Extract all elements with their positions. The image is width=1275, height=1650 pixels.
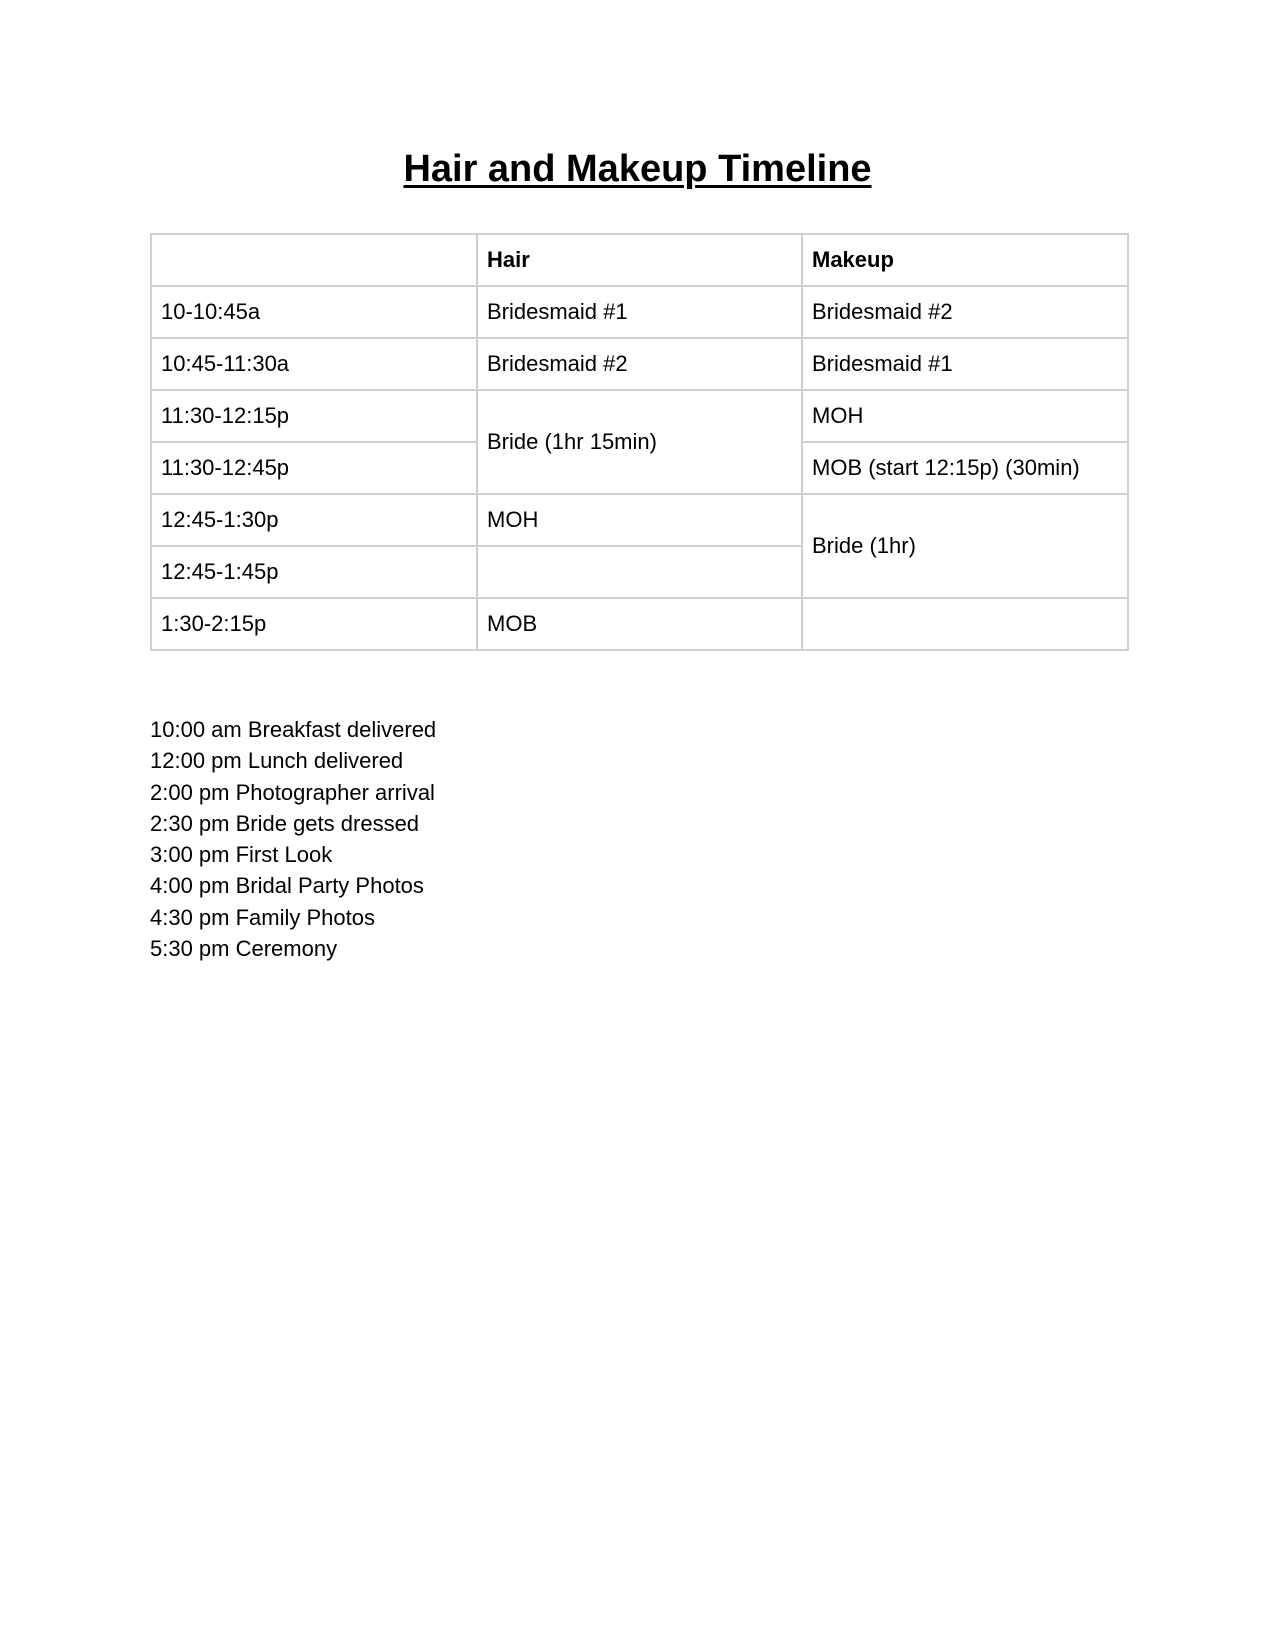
time-cell: 12:45-1:30p (151, 494, 477, 546)
table-row (151, 338, 1128, 390)
time-cell: 12:45-1:45p (151, 546, 477, 598)
hair-cell: MOB (477, 598, 802, 650)
makeup-cell: Bridesmaid #1 (802, 338, 1128, 390)
makeup-cell: MOH (802, 390, 1128, 442)
hair-cell: Bridesmaid #2 (477, 338, 802, 390)
day-schedule-list (150, 714, 436, 964)
schedule-item: 2:30 pm Bride gets dressed (150, 810, 420, 836)
hair-cell-merged: Bride (1hr 15min) (477, 390, 802, 494)
time-cell: 10-10:45a (151, 286, 477, 338)
timeline-table (150, 233, 1129, 651)
table-header-row (151, 234, 1128, 286)
table-row (151, 286, 1128, 338)
makeup-cell: Bridesmaid #2 (802, 286, 1128, 338)
table-row (151, 494, 1128, 546)
table-row (151, 598, 1128, 650)
makeup-cell (802, 598, 1128, 650)
time-cell: 10:45-11:30a (151, 338, 477, 390)
schedule-item: 4:30 pm Family Photos (150, 904, 375, 930)
makeup-cell: MOB (start 12:15p) (30min) (802, 442, 1128, 494)
header-hair: Hair (477, 234, 802, 286)
time-cell: 1:30-2:15p (151, 598, 477, 650)
hair-cell (477, 546, 802, 598)
page-title: Hair and Makeup Timeline (403, 148, 872, 190)
header-makeup: Makeup (802, 234, 1128, 286)
makeup-cell-merged: Bride (1hr) (802, 494, 1128, 598)
table-row (151, 390, 1128, 442)
hair-cell: MOH (477, 494, 802, 546)
schedule-item: 10:00 am Breakfast delivered (150, 717, 437, 742)
time-cell: 11:30-12:45p (151, 442, 477, 494)
schedule-item: 3:00 pm First Look (150, 842, 333, 868)
time-cell: 11:30-12:15p (151, 390, 477, 442)
schedule-item: 4:00 pm Bridal Party Photos (150, 873, 424, 899)
header-time (151, 234, 477, 286)
hair-cell: Bridesmaid #1 (477, 286, 802, 338)
schedule-item: 2:00 pm Photographer arrival (150, 779, 435, 805)
schedule-item: 5:30 pm Ceremony (150, 936, 338, 962)
schedule-item: 12:00 pm Lunch delivered (150, 748, 404, 774)
